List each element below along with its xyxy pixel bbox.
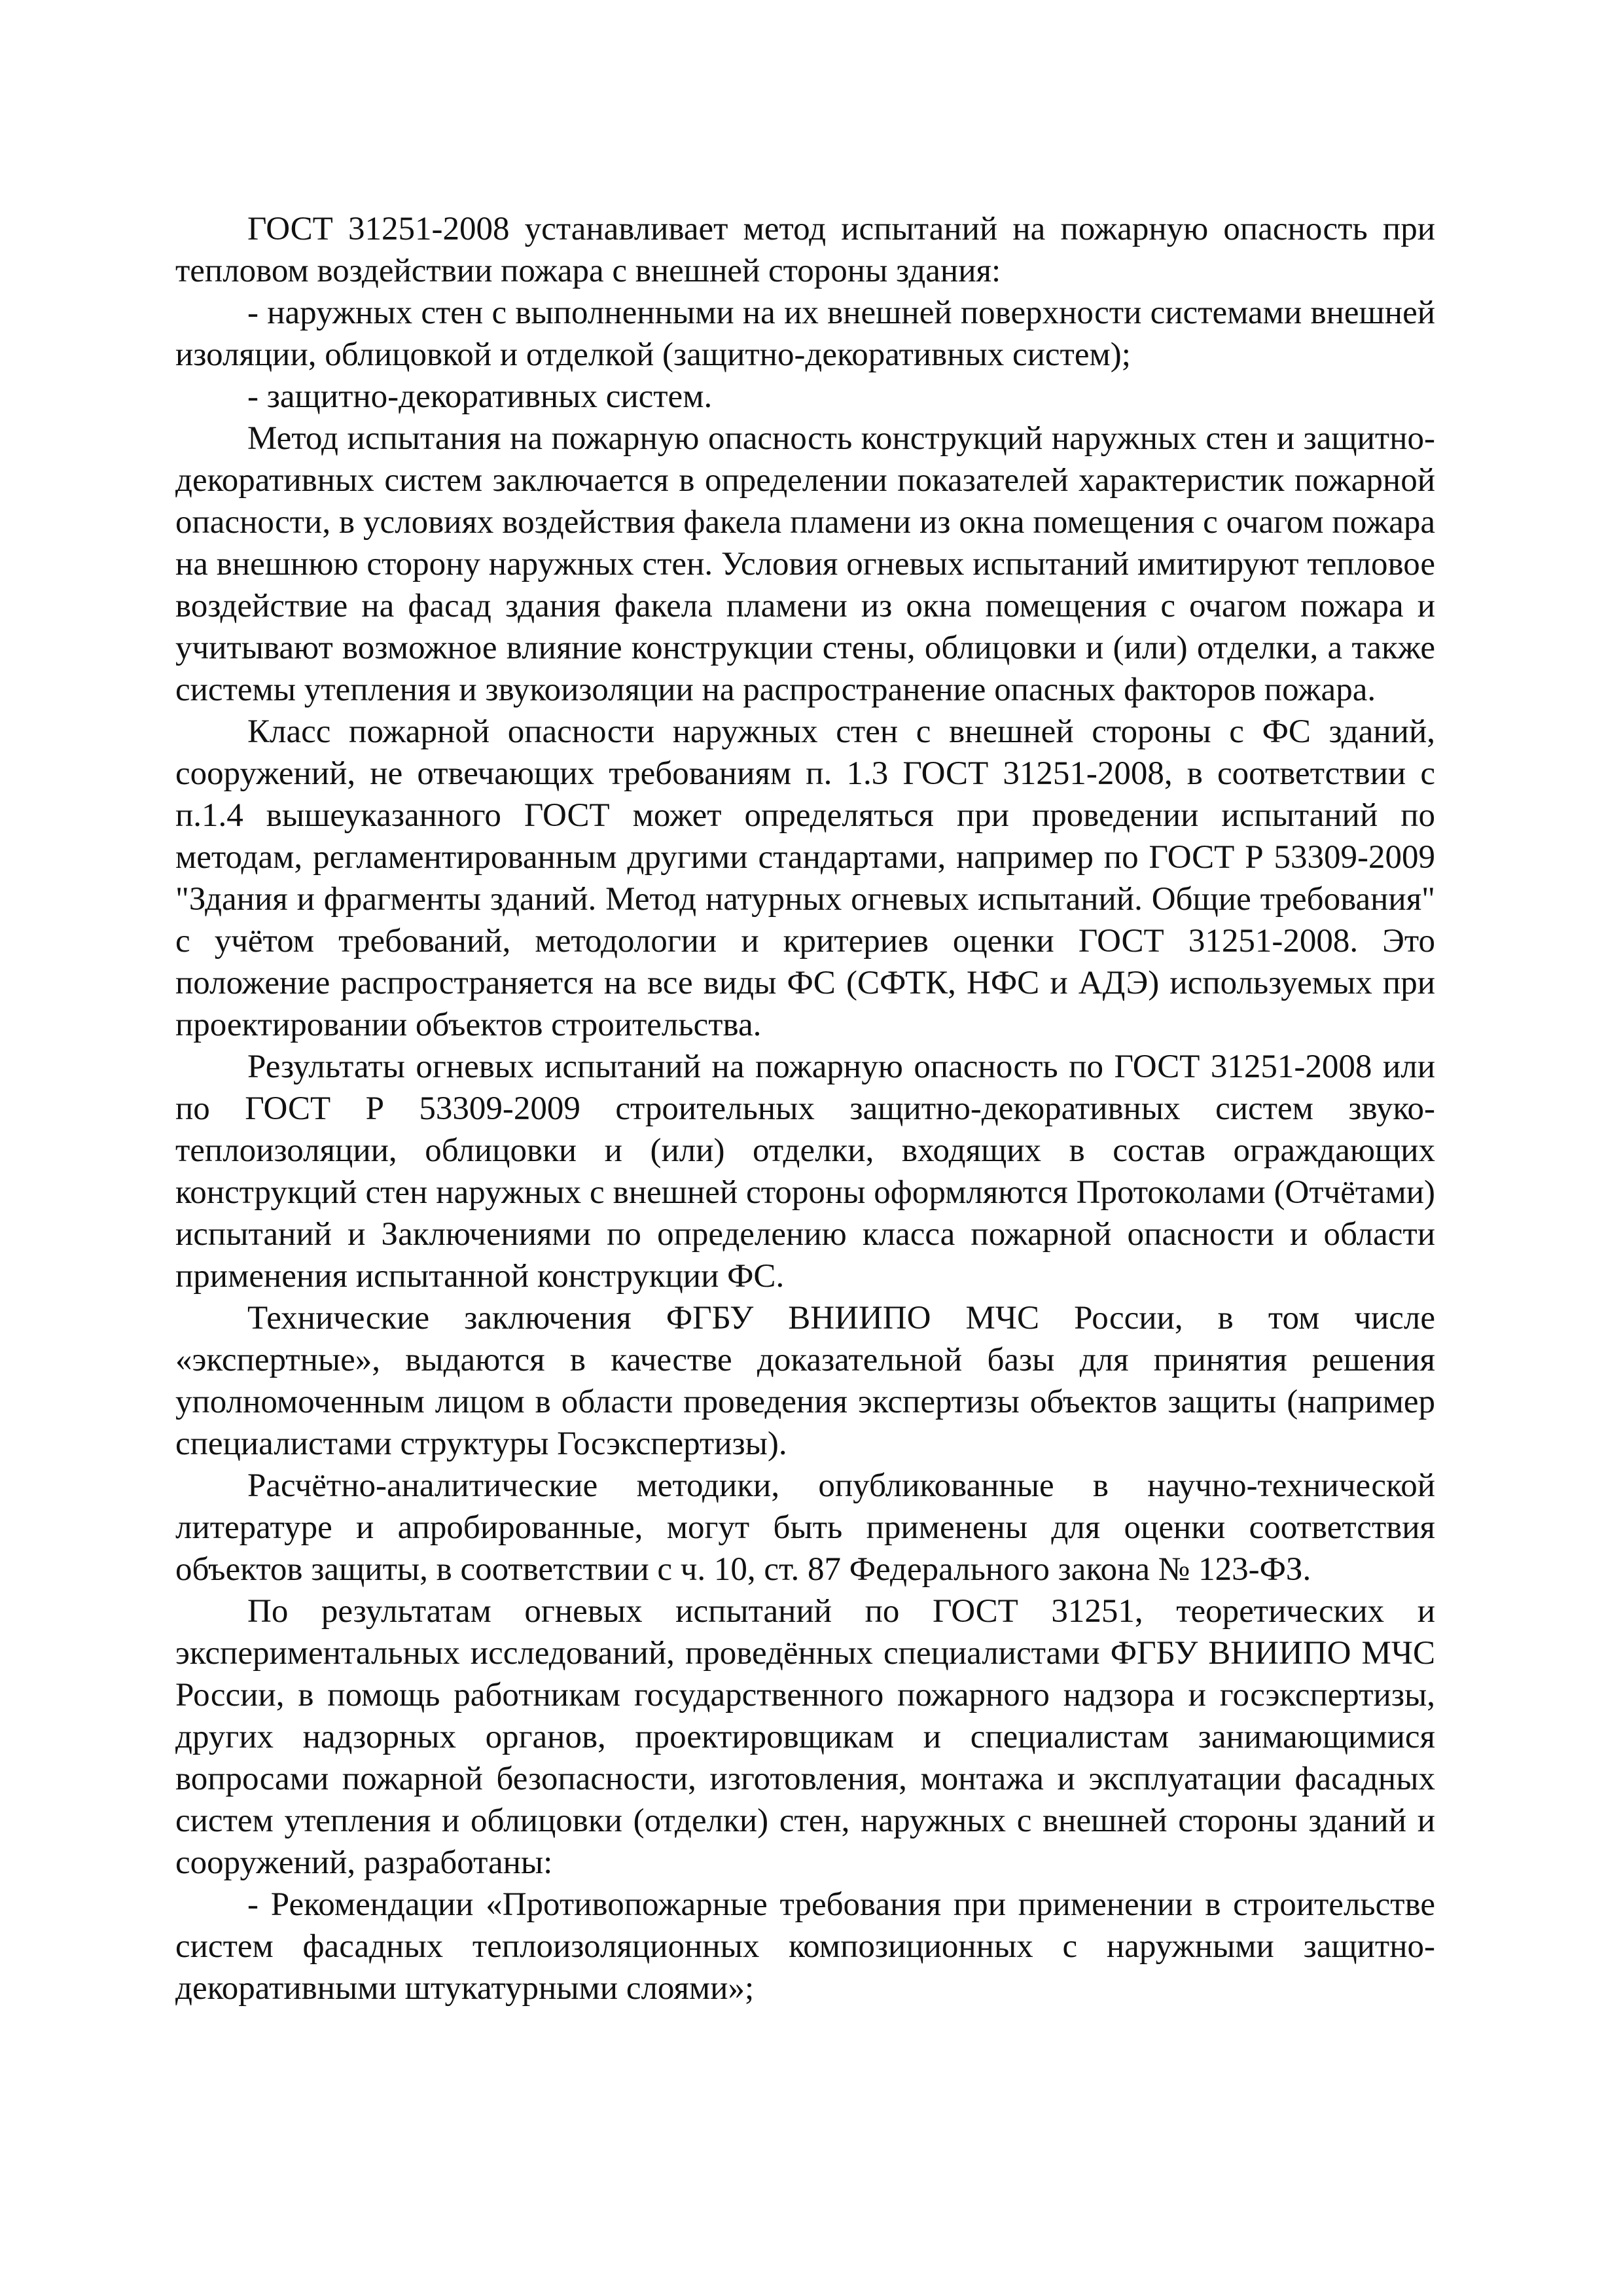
list-item-outer-walls: - наружных стен с выполненными на их внешней поверхности системами внешней изоляции, облицовкой и отделкой (защитно-декоративных систем); xyxy=(175,295,1435,373)
paragraph-developed-documents: По результатам огневых испытаний по ГОСТ 31251, теоретических и экспериментальных исследований, проведённых специалистами ФГБУ ВНИИПО МЧС России, в помощь работникам государственного пожарного надзора и госэкспертизы, других надзорных органов, проектировщикам и специалистам занимающимися вопросами пожарной безопасности, изготовления, монтажа и эксплуатации фасадных систем утепления и облицовки (отделки) стен, наружных с внешней стороны зданий и сооружений, разработаны: xyxy=(175,1593,1435,1881)
list-item-protective-systems: - защитно-декоративных систем. xyxy=(247,378,713,415)
document-body xyxy=(175,208,1435,2009)
paragraph-fire-hazard-class: Класс пожарной опасности наружных стен с внешней стороны с ФС зданий, сооружений, не отвечающих требованиям п. 1.3 ГОСТ 31251-2008, в соответствии с п.1.4 вышеуказанного ГОСТ может определяться при проведении испытаний по методам, регламентированным другими стандартами, например по ГОСТ Р 53309-2009 "Здания и фрагменты зданий. Метод натурных огневых испытаний. Общие требования" с учётом требований, методологии и критериев оценки ГОСТ 31251-2008. Это положение распространяется на все виды ФС (СФТК, НФС и АДЭ) используемых при проектировании объектов строительства. xyxy=(175,713,1435,1043)
paragraph-calculation-methods: Расчётно-аналитические методики, опубликованные в научно-технической литературе и апробированные, могут быть применены для оценки соответствия объектов защиты, в соответствии с ч. 10, ст. 87 Федерального закона № 123-ФЗ. xyxy=(175,1467,1435,1588)
list-item-recommendations: - Рекомендации «Противопожарные требования при применении в строительстве систем фасадных теплоизоляционных композиционных с наружными защитно-декоративными штукатурными слоями»; xyxy=(175,1886,1435,2007)
paragraph-test-results: Результаты огневых испытаний на пожарную опасность по ГОСТ 31251-2008 или по ГОСТ Р 53309-2009 строительных защитно-декоративных систем звуко-теплоизоляции, облицовки и (или) отделки, входящих в состав ограждающих конструкций стен наружных с внешней стороны оформляются Протоколами (Отчётами) испытаний и Заключениями по определению класса пожарной опасности и области применения испытанной конструкции ФС. xyxy=(175,1049,1435,1295)
paragraph-intro: ГОСТ 31251-2008 устанавливает метод испытаний на пожарную опасность при тепловом воздействии пожара с внешней стороны здания: xyxy=(175,211,1435,289)
paragraph-technical-conclusions: Технические заключения ФГБУ ВНИИПО МЧС России, в том числе «экспертные», выдаются в качестве доказательной базы для принятия решения уполномоченным лицом в области проведения экспертизы объектов защиты (например специалистами структуры Госэкспертизы). xyxy=(175,1300,1435,1462)
paragraph-test-method: Метод испытания на пожарную опасность конструкций наружных стен и защитно-декоративных систем заключается в определении показателей характеристик пожарной опасности, в условиях воздействия факела пламени из окна помещения с очагом пожара на внешнюю сторону наружных стен. Условия огневых испытаний имитируют тепловое воздействие на фасад здания факела пламени из окна помещения с очагом пожара и учитывают возможное влияние конструкции стены, облицовки и (или) отделки, а также системы утепления и звукоизоляции на распространение опасных факторов пожара. xyxy=(175,420,1435,708)
